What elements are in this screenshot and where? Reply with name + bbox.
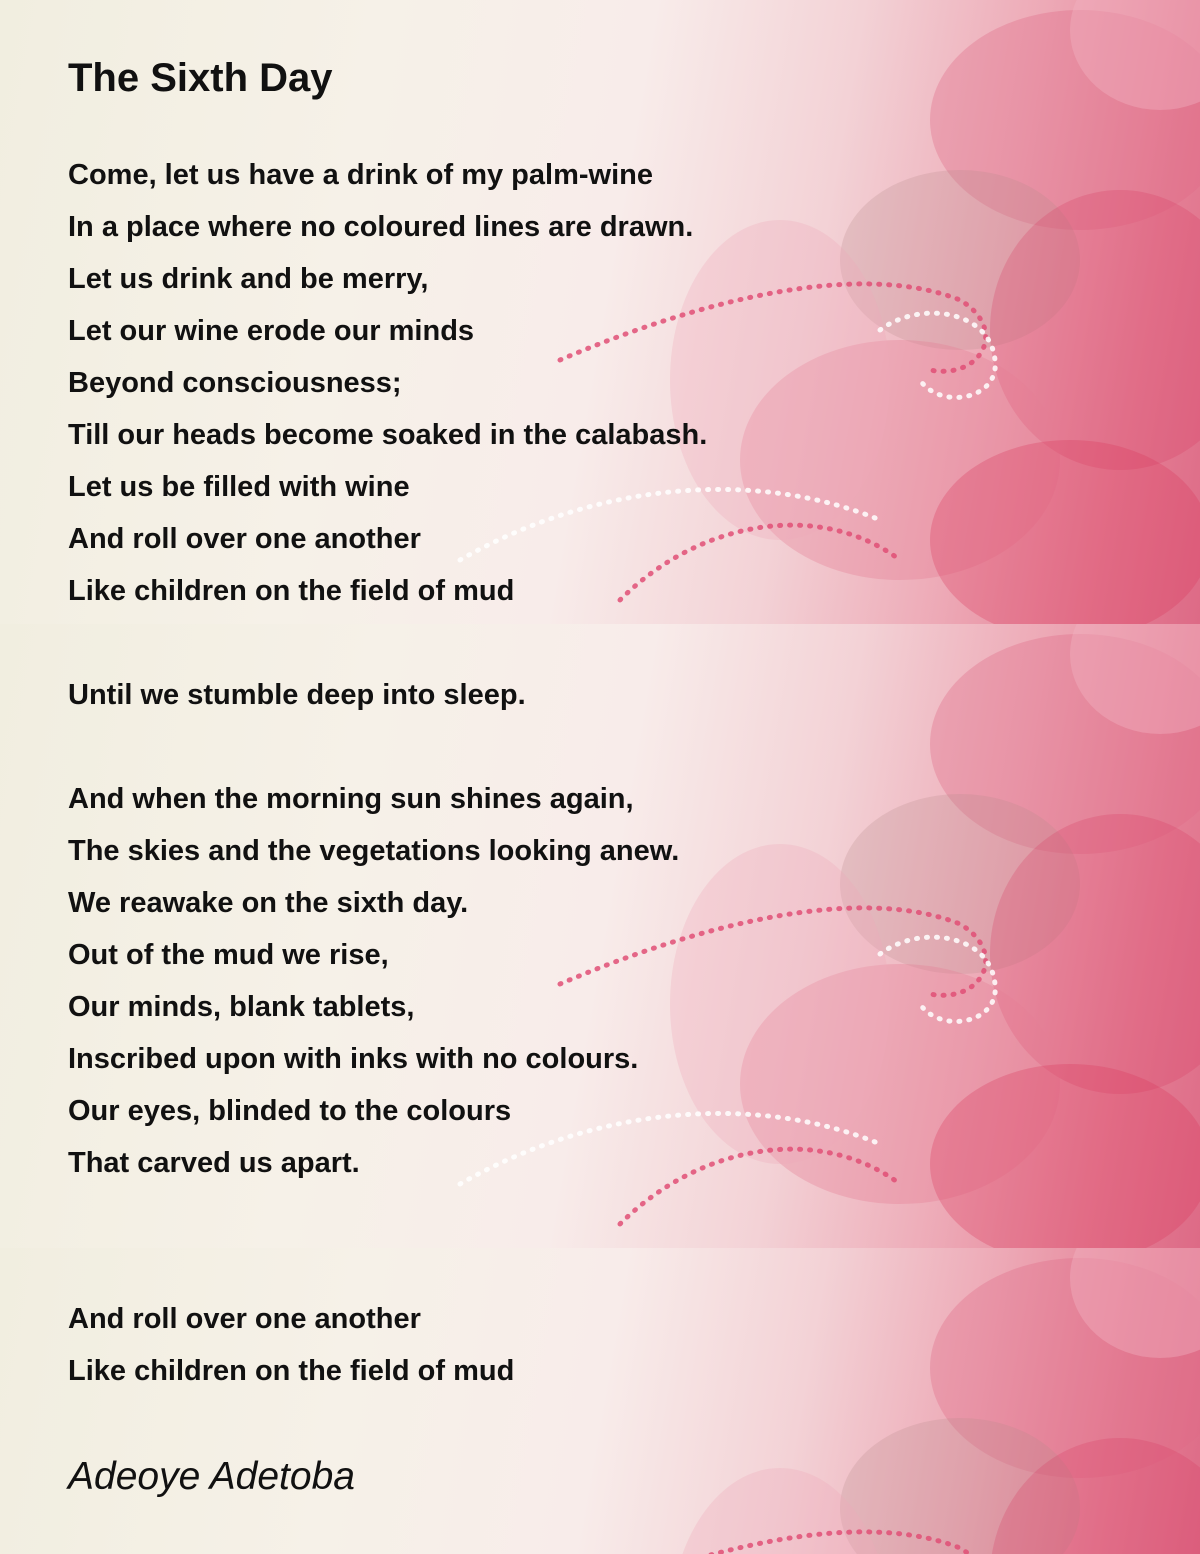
poem-line: Until we stumble deep into sleep. <box>68 679 526 711</box>
stanza-break <box>68 1192 707 1244</box>
poem-line: In a place where no coloured lines are drawn. <box>68 211 694 243</box>
poem-body <box>68 152 707 1400</box>
poem-line: Our eyes, blinded to the colours <box>68 1095 512 1127</box>
poem-title: The Sixth Day <box>68 56 333 100</box>
poem-line: We reawake on the sixth day. <box>68 887 469 919</box>
poem-line: Out of the mud we rise, <box>68 939 389 971</box>
stanza-break <box>68 1244 707 1296</box>
poem-line: And when the morning sun shines again, <box>68 783 634 815</box>
stanza-break <box>68 724 707 776</box>
poem-line: Like children on the field of mud <box>68 575 515 607</box>
poem-line: Let us be filled with wine <box>68 471 410 503</box>
poem-line: Like children on the field of mud <box>68 1355 515 1387</box>
poem-line: Till our heads become soaked in the calabash. <box>68 419 708 451</box>
poem-line: That carved us apart. <box>68 1147 360 1179</box>
poem-line: Let us drink and be merry, <box>68 263 429 295</box>
poem-line: Inscribed upon with inks with no colours. <box>68 1043 639 1075</box>
poem-line: Beyond consciousness; <box>68 367 402 399</box>
poem-line: Come, let us have a drink of my palm-wine <box>68 159 653 191</box>
poem-line: The skies and the vegetations looking anew. <box>68 835 680 867</box>
poem-line: Our minds, blank tablets, <box>68 991 415 1023</box>
poem-author: Adeoye Adetoba <box>68 1455 355 1498</box>
stanza-break <box>68 620 707 672</box>
poem-line: Let our wine erode our minds <box>68 315 475 347</box>
poem-line: And roll over one another <box>68 1303 421 1335</box>
poem-line: And roll over one another <box>68 523 421 555</box>
